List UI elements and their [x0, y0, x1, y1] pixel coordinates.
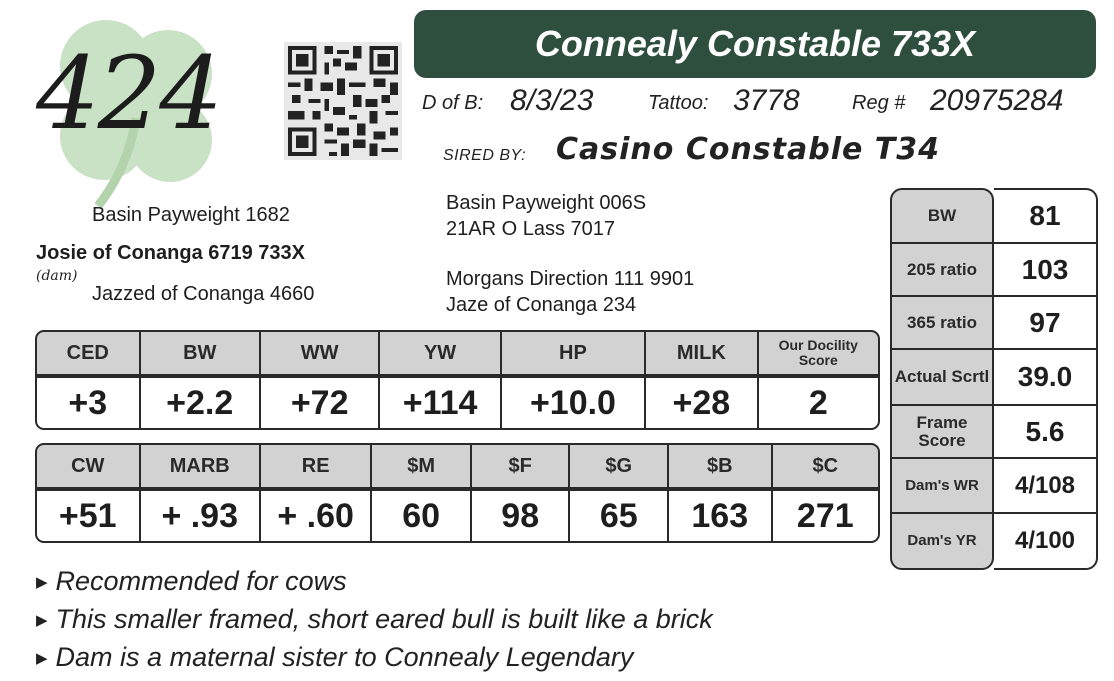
header-hp: HP [502, 332, 646, 374]
sire-sire: Basin Payweight 006S [446, 192, 647, 214]
sire-name: Casino Constable T34 [556, 132, 940, 167]
note-item [36, 600, 713, 638]
header-dollar-b: $B [669, 445, 773, 487]
lot-number: 424 [36, 35, 221, 152]
bullet-triangle-icon: ▶ [36, 650, 48, 667]
value-marb: + .93 [141, 491, 261, 541]
epd-table-1 [35, 330, 880, 430]
stat-label-dams-wr: Dam's WR [892, 459, 992, 514]
stat-label-bw: BW [892, 190, 992, 244]
value-dollar-g: 65 [570, 491, 669, 541]
value-milk: +28 [646, 378, 758, 428]
header-milk: MILK [646, 332, 758, 374]
sired-by-label: SIRED BY: [443, 147, 527, 164]
dam-dam: Jazzed of Conanga 4660 [92, 283, 315, 305]
note-item [36, 638, 713, 676]
value-cw: +51 [37, 491, 141, 541]
dam-tag: (dam) [36, 268, 78, 284]
tattoo-label: Tattoo: [648, 92, 709, 114]
header-docility: Our Docility Score [778, 337, 858, 368]
value-ww: +72 [261, 378, 380, 428]
performance-stats-panel [890, 188, 1098, 570]
bullet-triangle-icon: ▶ [36, 612, 48, 629]
header-yw: YW [380, 332, 501, 374]
sire-dam: 21AR O Lass 7017 [446, 218, 615, 240]
stat-value-actual-scrtl: 39.0 [994, 350, 1096, 406]
header-ced: CED [37, 332, 141, 374]
stat-value-205-ratio: 103 [994, 244, 1096, 297]
header-cw: CW [37, 445, 141, 487]
header-marb: MARB [141, 445, 261, 487]
stat-value-dams-wr: 4/108 [994, 459, 1096, 514]
dam-name: Josie of Conanga 6719 733X [36, 242, 306, 264]
value-docility: 2 [808, 383, 828, 422]
dob-label: D of B: [422, 92, 484, 114]
value-bw: +2.2 [141, 378, 261, 428]
dam-dam-dam: Jaze of Conanga 234 [446, 294, 637, 316]
header-bw: BW [141, 332, 261, 374]
value-re: + .60 [261, 491, 372, 541]
stat-label-365-ratio: 365 ratio [892, 297, 992, 350]
header-dollar-m: $M [372, 445, 472, 487]
stat-label-dams-yr: Dam's YR [907, 532, 977, 550]
animal-name-banner: Connealy Constable 733X [414, 10, 1096, 78]
epd-table-2 [35, 443, 880, 543]
header-re: RE [261, 445, 372, 487]
dam-sire: Basin Payweight 1682 [92, 204, 290, 226]
reg-label: Reg # [852, 92, 906, 114]
note-text: Dam is a maternal sister to Connealy Legendary [55, 642, 634, 672]
tattoo-value: 3778 [733, 84, 800, 117]
notes-list [36, 562, 713, 676]
stat-value-bw: 81 [994, 190, 1096, 244]
header-dollar-c: $C [812, 454, 839, 477]
value-hp: +10.0 [502, 378, 646, 428]
note-item [36, 562, 713, 600]
value-yw: +114 [380, 378, 501, 428]
value-dollar-f: 98 [472, 491, 571, 541]
bullet-triangle-icon: ▶ [36, 574, 48, 591]
value-ced: +3 [37, 378, 141, 428]
stat-label-205-ratio: 205 ratio [892, 244, 992, 297]
reg-value: 20975284 [930, 84, 1064, 117]
dam-dam-sire: Morgans Direction 111 9901 [446, 268, 695, 290]
dob-value: 8/3/23 [510, 84, 594, 117]
stat-label-actual-scrtl: Actual Scrtl [892, 350, 992, 406]
stat-value-365-ratio: 97 [994, 297, 1096, 350]
stat-label-frame-score: Frame Score [892, 406, 992, 459]
header-dollar-f: $F [472, 445, 571, 487]
stat-value-frame-score: 5.6 [994, 406, 1096, 459]
note-text: This smaller framed, short eared bull is built like a brick [55, 604, 713, 634]
note-text: Recommended for cows [55, 566, 347, 596]
value-dollar-m: 60 [372, 491, 472, 541]
value-dollar-c: 271 [796, 496, 854, 535]
qr-code[interactable] [283, 42, 403, 160]
header-dollar-g: $G [570, 445, 669, 487]
value-dollar-b: 163 [669, 491, 773, 541]
stat-value-dams-yr: 4/100 [1014, 527, 1076, 554]
header-ww: WW [261, 332, 380, 374]
